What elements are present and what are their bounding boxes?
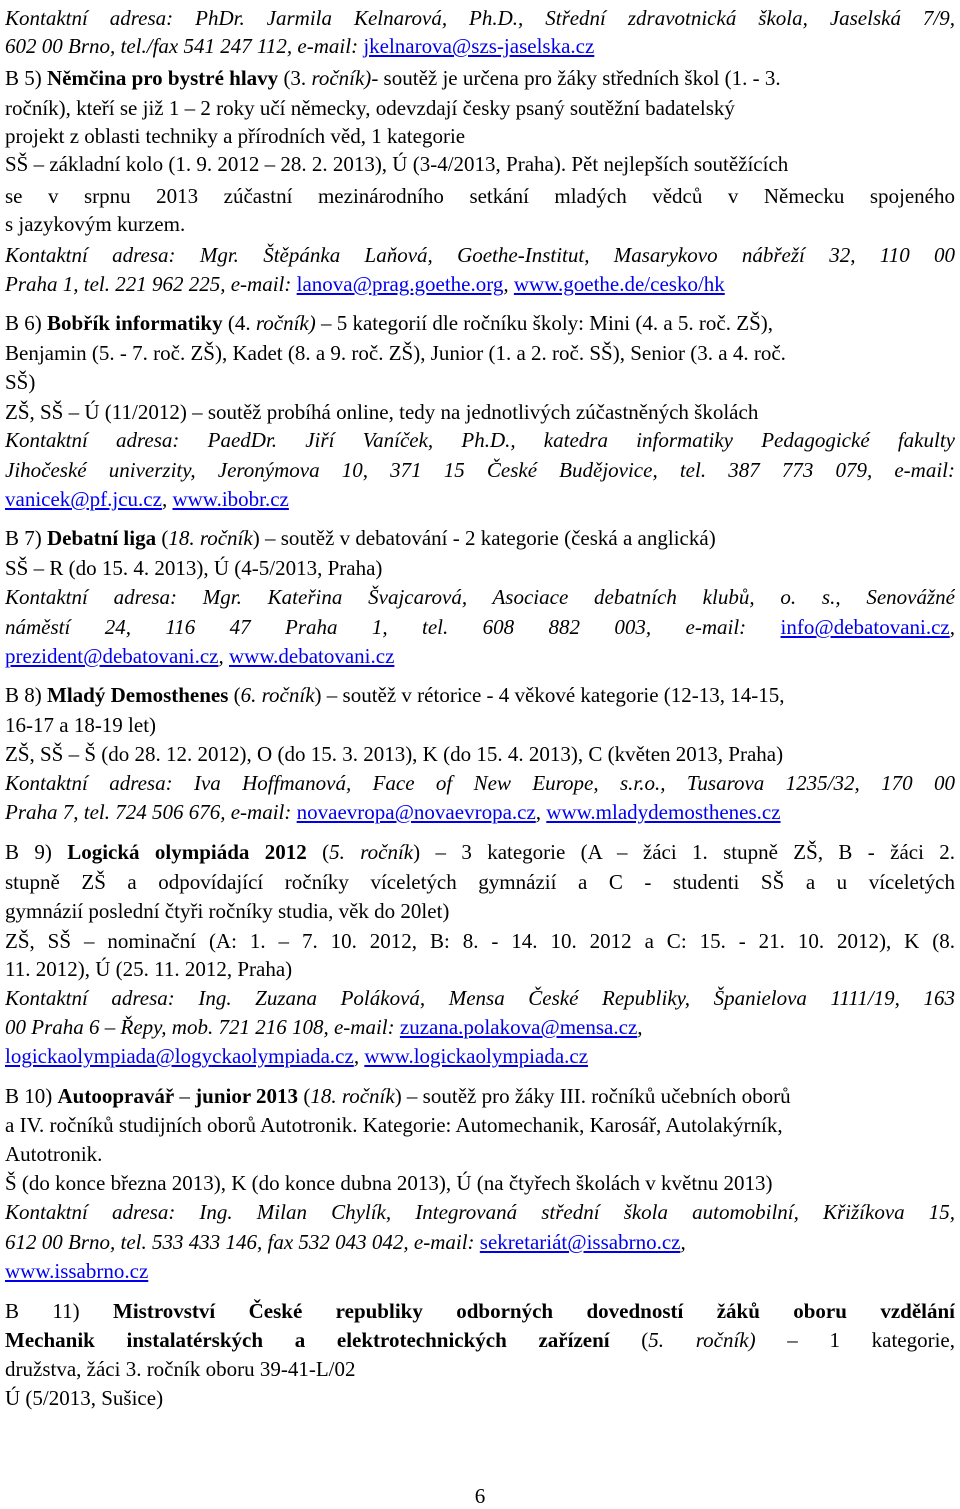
text-span: náměstí 24, 116 47 Praha 1, tel. 608 882 003, e-mail: [5, 615, 781, 639]
text-span: ročník) [311, 66, 372, 90]
text-span: ZŠ, SŠ – Ú (11/2012) – soutěž probíhá online, tedy na jednotlivých zúčastněných školách [5, 400, 759, 424]
text-line [5, 1082, 955, 1111]
text-span: a IV. ročníků studijních oborů Autotronik. Kategorie: Automechanik, Karosář, Autolakýrník, [5, 1113, 783, 1137]
text-span: – 5 kategorií dle ročníku školy: Mini (4. a 5. roč. ZŠ), [315, 311, 773, 335]
text-span: Benjamin (5. - 7. roč. ZŠ), Kadet (8. a 9. roč. ZŠ), Junior (1. a 2. roč. SŠ), Senior (3. a 4. roč. [5, 341, 786, 365]
text-span: ( [609, 1328, 649, 1352]
text-span: – [174, 1084, 196, 1108]
text-span: B 6) [5, 311, 47, 335]
text-span: , [503, 272, 514, 296]
competition-title: Mladý Demosthenes [47, 683, 229, 707]
link[interactable]: prezident@debatovani.cz [5, 644, 219, 668]
text-line [5, 1297, 955, 1326]
text-span: Jihočeské univerzity, Jeronýmova 10, 371 15 České Budějovice, tel. 387 773 079, e-mail: [5, 458, 955, 482]
text-line [5, 769, 955, 798]
text-line [5, 1140, 955, 1169]
text-span: 5. ročník [329, 840, 414, 864]
text-span: gymnázií poslední čtyři ročníky studia, věk do 20let) [5, 899, 450, 923]
text-span: B 8) [5, 683, 47, 707]
text-span: ) – 3 kategorie (A – žáci 1. stupně ZŠ, B - žáci 2. [413, 840, 955, 864]
text-span: projekt z oblasti techniky a přírodních věd, 1 kategorie [5, 124, 466, 148]
text-line [5, 1013, 955, 1042]
text-span: – 1 kategorie, [755, 1328, 955, 1352]
text-span: ( [156, 526, 169, 550]
text-span: , [637, 1015, 643, 1039]
text-span: 18. ročník [310, 1084, 395, 1108]
text-span: ) – soutěž v rétorice - 4 věkové kategorie (12-13, 14-15, [314, 683, 785, 707]
link[interactable]: novaevropa@novaevropa.cz [296, 800, 536, 824]
text-span: 00 Praha 6 – Řepy, mob. 721 216 108, e-mail: [5, 1015, 400, 1039]
text-line [5, 740, 955, 769]
competition-title: Mechanik instalatérských a elektrotechnických zařízení [5, 1328, 610, 1352]
text-span: (3. [278, 66, 312, 90]
text-span: Kontaktní adresa: Ing. Zuzana Poláková, Mensa České Republiky, Španielova 1111/19, 163 [5, 986, 955, 1010]
text-span: B 11) [5, 1299, 113, 1323]
text-line [5, 4, 955, 33]
text-span: Kontaktní adresa: Ing. Milan Chylík, Integrovaná střední škola automobilní, Křižíkova 15, [5, 1200, 955, 1224]
text-span: SŠ – základní kolo (1. 9. 2012 – 28. 2. 2013), Ú (3-4/2013, Praha). Pět nejlepších soutěžících [5, 152, 789, 176]
link[interactable]: vanicek@pf.jcu.cz [5, 487, 162, 511]
text-span: 602 00 Brno, tel./fax 541 247 112, e-mail: [5, 34, 364, 58]
link[interactable]: www.mladydemosthenes.cz [546, 800, 781, 824]
text-line [5, 681, 955, 710]
text-line [5, 583, 955, 612]
text-span: , [218, 644, 229, 668]
text-span: (4. [222, 311, 256, 335]
text-line [5, 398, 955, 427]
link[interactable]: sekretariát@issabrno.cz [479, 1230, 681, 1254]
text-line [5, 182, 955, 211]
text-span: se v srpnu 2013 zúčastní mezinárodního setkání mladých vědců v Německu spojeného [5, 184, 955, 208]
text-line [5, 554, 955, 583]
competition-title: Bobřík informatiky [47, 311, 223, 335]
text-span: ročník), kteří se již 1 – 2 roky učí německy, odevzdají česky psaný soutěžní badatelský [5, 96, 735, 120]
text-span: ( [298, 1084, 311, 1108]
text-span: Kontaktní adresa: PaedDr. Jiří Vaníček, Ph.D., katedra informatiky Pedagogické fakulty [5, 428, 955, 452]
text-line [5, 210, 955, 239]
text-span: , [680, 1230, 686, 1254]
text-line [5, 984, 955, 1013]
text-line [5, 241, 955, 270]
page-number: 6 [474, 1484, 486, 1508]
link[interactable]: www.goethe.de/cesko/hk [513, 272, 725, 296]
text-span: Š (do konce března 2013), K (do konce dubna 2013), Ú (na čtyřech školách v květnu 2013) [5, 1171, 773, 1195]
text-span: ) – soutěž pro žáky III. ročníků učebních oborů [394, 1084, 791, 1108]
text-span: ZŠ, SŠ – nominační (A: 1. – 7. 10. 2012, B: 8. - 14. 10. 2012 a C: 15. - 21. 10. 2012), K (8. [5, 929, 955, 953]
text-line [5, 1228, 955, 1257]
text-span: 18. ročník [168, 526, 253, 550]
text-span: B 9) [5, 840, 68, 864]
text-line [5, 426, 955, 455]
text-line [5, 1169, 955, 1198]
text-line [5, 1257, 955, 1286]
text-span: Ú (5/2013, Sušice) [5, 1386, 164, 1410]
text-line [5, 613, 955, 642]
text-span: 5. ročník) [648, 1328, 756, 1352]
competition-title: Autoopravář [57, 1084, 175, 1108]
text-span: Kontaktní adresa: Iva Hoffmanová, Face of New Europe, s.r.o., Tusarova 1235/32, 170 00 [5, 771, 955, 795]
link[interactable]: www.issabrno.cz [5, 1259, 149, 1283]
text-line [5, 368, 955, 397]
text-span: ročník) [255, 311, 316, 335]
text-span: , [353, 1044, 365, 1068]
text-span: B 7) [5, 526, 47, 550]
text-span: 612 00 Brno, tel. 533 433 146, fax 532 043 042, e-mail: [5, 1230, 480, 1254]
text-line [5, 927, 955, 956]
text-line [5, 64, 955, 93]
link[interactable]: zuzana.polakova@mensa.cz [399, 1015, 638, 1039]
link[interactable]: logickaolympiada@logyckaolympiada.cz [5, 1044, 354, 1068]
link[interactable]: info@debatovani.cz [780, 615, 950, 639]
text-span: ( [306, 840, 330, 864]
competition-title: Debatní liga [47, 526, 157, 550]
text-span: , [535, 800, 547, 824]
text-span: SŠ) [5, 370, 36, 394]
text-span: ZŠ, SŠ – Š (do 28. 12. 2012), O (do 15. 3. 2013), K (do 15. 4. 2013), C (květen 2013, Praha) [5, 742, 784, 766]
text-line [5, 456, 955, 485]
text-line [5, 642, 955, 671]
text-span: SŠ – R (do 15. 4. 2013), Ú (4-5/2013, Praha) [5, 556, 383, 580]
text-span: B 10) [5, 1084, 58, 1108]
text-span: s jazykovým kurzem. [5, 212, 186, 236]
text-line [5, 1042, 955, 1071]
link[interactable]: www.debatovani.cz [229, 644, 395, 668]
text-line [5, 838, 955, 867]
competition-title: junior 2013 [195, 1084, 299, 1108]
text-span: Kontaktní adresa: PhDr. Jarmila Kelnarová, Ph.D., Střední zdravotnická škola, Jaselská 7/9, [5, 6, 955, 30]
link[interactable]: jkelnarova@szs-jaselska.cz [363, 34, 595, 58]
text-line [5, 122, 955, 151]
text-line [5, 309, 955, 338]
text-line [5, 270, 955, 299]
text-line [5, 339, 955, 368]
competition-title: Mistrovství České republiky odborných dovedností žáků oboru vzdělání [113, 1299, 955, 1323]
text-span: , [161, 487, 173, 511]
competition-title: Logická olympiáda 2012 [67, 840, 307, 864]
text-span: 11. 2012), Ú (25. 11. 2012, Praha) [5, 957, 293, 981]
link[interactable]: www.ibobr.cz [172, 487, 289, 511]
text-line [5, 897, 955, 926]
text-span: ( [228, 683, 241, 707]
text-span: Kontaktní adresa: Mgr. Štěpánka Laňová, Goethe-Institut, Masarykovo nábřeží 32, 110 00 [5, 243, 955, 267]
text-span: ) – soutěž v debatování - 2 kategorie (česká a anglická) [252, 526, 716, 550]
link[interactable]: www.logickaolympiada.cz [364, 1044, 589, 1068]
text-line [5, 1198, 955, 1227]
competition-title: Němčina pro bystré hlavy [47, 66, 279, 90]
text-span: , [949, 615, 955, 639]
text-span: Autotronik. [5, 1142, 103, 1166]
text-line [5, 524, 955, 553]
text-span: 16-17 a 18-19 let) [5, 713, 157, 737]
text-span: Praha 1, tel. 221 962 225, e-mail: [5, 272, 297, 296]
text-line [5, 1326, 955, 1355]
text-line [5, 711, 955, 740]
text-line [5, 94, 955, 123]
text-span: Praha 7, tel. 724 506 676, e-mail: [5, 800, 297, 824]
text-line [5, 1384, 955, 1413]
text-line [5, 1355, 955, 1384]
text-line [5, 798, 955, 827]
text-line [5, 150, 955, 179]
text-span: Kontaktní adresa: Mgr. Kateřina Švajcarová, Asociace debatních klubů, o. s., Senovážné [5, 585, 955, 609]
text-line [5, 485, 955, 514]
text-span: stupně ZŠ a odpovídající ročníky víceletých gymnázií a C - studenti SŠ a u víceletých [5, 870, 955, 894]
link[interactable]: lanova@prag.goethe.org [296, 272, 504, 296]
text-span: B 5) [5, 66, 47, 90]
text-line [5, 1111, 955, 1140]
text-line [5, 955, 955, 984]
text-span: družstva, žáci 3. ročník oboru 39-41-L/02 [5, 1357, 356, 1381]
text-line [5, 32, 955, 61]
text-span: - soutěž je určena pro žáky středních škol (1. - 3. [371, 66, 781, 90]
text-span: 6. ročník [240, 683, 315, 707]
text-line [5, 868, 955, 897]
